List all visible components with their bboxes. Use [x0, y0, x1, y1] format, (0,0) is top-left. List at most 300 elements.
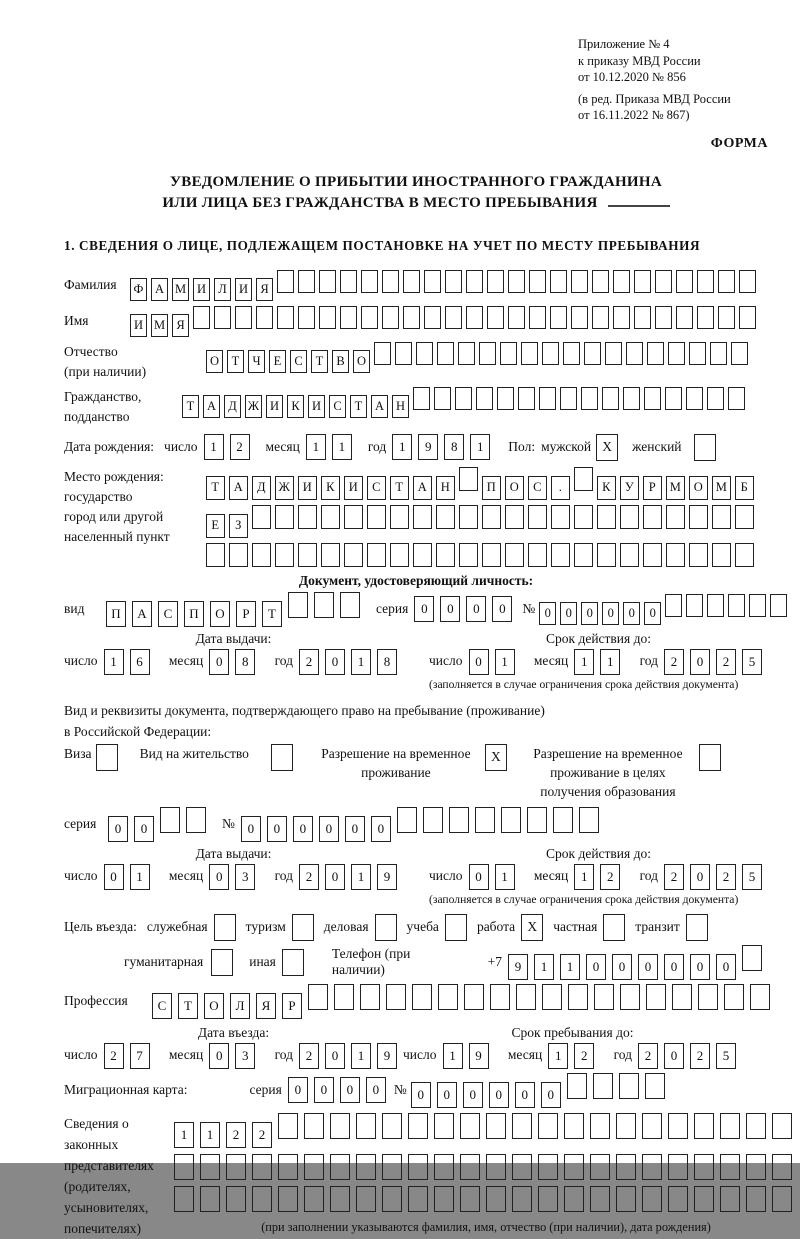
cell[interactable]: Е	[269, 350, 286, 373]
cell[interactable]	[390, 543, 409, 567]
cell[interactable]: 1	[574, 649, 594, 675]
surname-input[interactable]	[130, 270, 760, 301]
cell[interactable]	[160, 807, 180, 833]
temp-residence-checkbox[interactable]	[485, 744, 507, 771]
cell[interactable]: 1	[560, 954, 580, 980]
cell[interactable]	[314, 592, 334, 618]
cell[interactable]: 9	[508, 954, 528, 980]
cell[interactable]: 3	[235, 1043, 255, 1069]
cell[interactable]	[252, 505, 271, 529]
cell[interactable]	[330, 1113, 350, 1139]
cell[interactable]: Ч	[248, 350, 265, 373]
patronymic-input[interactable]	[206, 342, 752, 373]
cell[interactable]	[382, 1186, 402, 1212]
cell[interactable]	[403, 270, 420, 293]
cell[interactable]	[666, 505, 685, 529]
cell[interactable]	[643, 505, 662, 529]
purpose-tourism-checkbox[interactable]	[292, 914, 314, 941]
cell[interactable]	[564, 1154, 584, 1180]
cell[interactable]	[644, 387, 661, 410]
visa-checkbox[interactable]	[96, 744, 118, 771]
cell[interactable]	[720, 1186, 740, 1212]
cell[interactable]: 0	[104, 864, 124, 890]
cell[interactable]: 8	[377, 649, 397, 675]
cell[interactable]: Т	[311, 350, 328, 373]
cell[interactable]	[689, 505, 708, 529]
cell[interactable]	[686, 594, 703, 617]
cell[interactable]: П	[184, 601, 204, 627]
cell[interactable]: У	[620, 476, 639, 500]
cell[interactable]	[277, 270, 294, 293]
cell[interactable]	[340, 306, 357, 329]
cell[interactable]	[413, 505, 432, 529]
cell[interactable]	[735, 543, 754, 567]
cell[interactable]	[605, 342, 622, 365]
cell[interactable]	[479, 342, 496, 365]
cell[interactable]	[375, 914, 397, 941]
cell[interactable]	[319, 306, 336, 329]
cell[interactable]: 2	[104, 1043, 124, 1069]
entry-date-day[interactable]	[104, 1043, 156, 1069]
residence-doc-expiry-month[interactable]	[574, 864, 626, 890]
cell[interactable]	[282, 949, 304, 976]
cell[interactable]: Ж	[245, 395, 262, 418]
cell[interactable]	[437, 342, 454, 365]
cell[interactable]	[750, 984, 770, 1010]
cell[interactable]	[434, 1113, 454, 1139]
cell[interactable]	[486, 1186, 506, 1212]
cell[interactable]	[476, 387, 493, 410]
purpose-business-checkbox[interactable]	[375, 914, 397, 941]
cell[interactable]: 2	[252, 1122, 272, 1148]
cell[interactable]	[579, 807, 599, 833]
cell[interactable]	[512, 1186, 532, 1212]
cell[interactable]	[551, 543, 570, 567]
cell[interactable]	[672, 984, 692, 1010]
cell[interactable]: И	[266, 395, 283, 418]
cell[interactable]: 2	[226, 1122, 246, 1148]
cell[interactable]	[689, 342, 706, 365]
cell[interactable]	[256, 306, 273, 329]
cell[interactable]	[500, 342, 517, 365]
cell[interactable]: Л	[230, 993, 250, 1019]
purpose-private-checkbox[interactable]	[603, 914, 625, 941]
cell[interactable]: Д	[224, 395, 241, 418]
cell[interactable]: 2	[230, 434, 250, 460]
residence-permit-checkbox[interactable]	[271, 744, 293, 771]
cell[interactable]: 0	[541, 1082, 561, 1108]
cell[interactable]: X	[521, 914, 543, 941]
cell[interactable]: 2	[299, 649, 319, 675]
cell[interactable]	[665, 387, 682, 410]
cell[interactable]	[466, 270, 483, 293]
cell[interactable]	[712, 543, 731, 567]
cell[interactable]	[292, 914, 314, 941]
cell[interactable]	[728, 594, 745, 617]
cell[interactable]: 0	[209, 649, 229, 675]
cell[interactable]: А	[203, 395, 220, 418]
cell[interactable]	[772, 1154, 792, 1180]
cell[interactable]: 0	[586, 954, 606, 980]
identity-doc-issue-month[interactable]	[209, 649, 261, 675]
cell[interactable]: 1	[495, 864, 515, 890]
cell[interactable]	[330, 1186, 350, 1212]
cell[interactable]	[475, 807, 495, 833]
cell[interactable]	[434, 1186, 454, 1212]
cell[interactable]: Ж	[275, 476, 294, 500]
cell[interactable]: Т	[227, 350, 244, 373]
cell[interactable]	[386, 984, 406, 1010]
cell[interactable]	[647, 342, 664, 365]
cell[interactable]	[277, 306, 294, 329]
cell[interactable]: 0	[267, 816, 287, 842]
cell[interactable]: 0	[209, 864, 229, 890]
cell[interactable]: Р	[282, 993, 302, 1019]
cell[interactable]	[334, 984, 354, 1010]
cell[interactable]	[298, 505, 317, 529]
cell[interactable]: Е	[206, 514, 225, 538]
cell[interactable]: 5	[742, 864, 762, 890]
cell[interactable]: 0	[325, 1043, 345, 1069]
identity-doc-issue-day[interactable]	[104, 649, 156, 675]
cell[interactable]: 0	[539, 602, 556, 625]
identity-doc-expiry-month[interactable]	[574, 649, 626, 675]
cell[interactable]: 1	[332, 434, 352, 460]
cell[interactable]	[698, 984, 718, 1010]
cell[interactable]: 1	[534, 954, 554, 980]
cell[interactable]: 0	[515, 1082, 535, 1108]
migration-card-number-input[interactable]	[411, 1073, 671, 1108]
cell[interactable]	[560, 387, 577, 410]
cell[interactable]: 0	[371, 816, 391, 842]
cell[interactable]	[643, 543, 662, 567]
cell[interactable]	[436, 543, 455, 567]
identity-doc-kind-input[interactable]	[106, 592, 366, 627]
cell[interactable]	[642, 1113, 662, 1139]
cell[interactable]: Я	[172, 314, 189, 337]
cell[interactable]: 0	[466, 596, 486, 622]
cell[interactable]: 0	[644, 602, 661, 625]
cell[interactable]	[445, 914, 467, 941]
cell[interactable]	[597, 505, 616, 529]
cell[interactable]	[505, 543, 524, 567]
cell[interactable]	[642, 1154, 662, 1180]
cell[interactable]	[229, 543, 248, 567]
legal-reps-line-3[interactable]	[174, 1186, 798, 1212]
cell[interactable]	[551, 505, 570, 529]
cell[interactable]	[304, 1186, 324, 1212]
residence-doc-number-input[interactable]	[241, 807, 605, 842]
cell[interactable]	[694, 1154, 714, 1180]
cell[interactable]: О	[210, 601, 230, 627]
cell[interactable]	[574, 543, 593, 567]
cell[interactable]	[445, 306, 462, 329]
cell[interactable]	[710, 342, 727, 365]
cell[interactable]	[603, 914, 625, 941]
cell[interactable]	[739, 306, 756, 329]
cell[interactable]: 0	[325, 864, 345, 890]
cell[interactable]	[668, 342, 685, 365]
cell[interactable]	[330, 1154, 350, 1180]
cell[interactable]	[193, 306, 210, 329]
cell[interactable]	[455, 387, 472, 410]
purpose-work-checkbox[interactable]	[521, 914, 543, 941]
cell[interactable]: Т	[350, 395, 367, 418]
cell[interactable]	[626, 342, 643, 365]
cell[interactable]	[206, 543, 225, 567]
cell[interactable]	[699, 744, 721, 771]
cell[interactable]	[742, 945, 762, 971]
cell[interactable]	[620, 505, 639, 529]
cell[interactable]	[574, 467, 593, 491]
cell[interactable]: 5	[716, 1043, 736, 1069]
cell[interactable]	[694, 1113, 714, 1139]
cell[interactable]	[720, 1154, 740, 1180]
cell[interactable]: С	[158, 601, 178, 627]
cell[interactable]	[360, 984, 380, 1010]
cell[interactable]	[665, 594, 682, 617]
cell[interactable]: И	[308, 395, 325, 418]
birth-date-year-input[interactable]	[392, 434, 496, 460]
identity-doc-expiry-year[interactable]	[664, 649, 768, 675]
cell[interactable]	[424, 306, 441, 329]
cell[interactable]: .	[551, 476, 570, 500]
cell[interactable]	[746, 1154, 766, 1180]
cell[interactable]: 2	[600, 864, 620, 890]
cell[interactable]: 0	[340, 1077, 360, 1103]
cell[interactable]	[395, 342, 412, 365]
cell[interactable]	[460, 1186, 480, 1212]
cell[interactable]: X	[596, 434, 618, 461]
cell[interactable]	[252, 543, 271, 567]
cell[interactable]	[613, 306, 630, 329]
cell[interactable]	[298, 543, 317, 567]
cell[interactable]: А	[132, 601, 152, 627]
cell[interactable]: 0	[345, 816, 365, 842]
cell[interactable]	[697, 270, 714, 293]
cell[interactable]	[668, 1154, 688, 1180]
cell[interactable]: О	[353, 350, 370, 373]
cell[interactable]	[634, 306, 651, 329]
cell[interactable]: Л	[214, 278, 231, 301]
stay-until-month[interactable]	[548, 1043, 600, 1069]
cell[interactable]: 0	[437, 1082, 457, 1108]
cell[interactable]	[460, 1113, 480, 1139]
cell[interactable]	[308, 984, 328, 1010]
cell[interactable]: М	[712, 476, 731, 500]
cell[interactable]	[200, 1186, 220, 1212]
cell[interactable]: И	[193, 278, 210, 301]
cell[interactable]	[724, 984, 744, 1010]
cell[interactable]	[278, 1113, 298, 1139]
birth-date-month-input[interactable]	[306, 434, 358, 460]
cell[interactable]	[304, 1154, 324, 1180]
cell[interactable]	[590, 1154, 610, 1180]
cell[interactable]	[460, 1154, 480, 1180]
cell[interactable]	[361, 270, 378, 293]
cell[interactable]	[528, 543, 547, 567]
cell[interactable]	[616, 1154, 636, 1180]
cell[interactable]	[271, 744, 293, 771]
cell[interactable]	[613, 270, 630, 293]
cell[interactable]	[592, 306, 609, 329]
cell[interactable]: А	[151, 278, 168, 301]
cell[interactable]: З	[229, 514, 248, 538]
cell[interactable]	[464, 984, 484, 1010]
birth-date-day-input[interactable]	[204, 434, 256, 460]
cell[interactable]: Н	[392, 395, 409, 418]
cell[interactable]: В	[332, 350, 349, 373]
cell[interactable]	[211, 949, 233, 976]
cell[interactable]: 0	[602, 602, 619, 625]
profession-input[interactable]	[152, 984, 776, 1019]
cell[interactable]	[416, 342, 433, 365]
cell[interactable]	[731, 342, 748, 365]
cell[interactable]	[413, 387, 430, 410]
cell[interactable]	[676, 306, 693, 329]
cell[interactable]: 9	[377, 864, 397, 890]
cell[interactable]: 2	[716, 649, 736, 675]
cell[interactable]	[340, 270, 357, 293]
residence-doc-issue-day[interactable]	[104, 864, 156, 890]
cell[interactable]	[712, 505, 731, 529]
residence-doc-series-input[interactable]	[108, 807, 212, 842]
cell[interactable]	[772, 1113, 792, 1139]
cell[interactable]: Н	[436, 476, 455, 500]
cell[interactable]: 0	[581, 602, 598, 625]
cell[interactable]	[539, 387, 556, 410]
cell[interactable]: С	[329, 395, 346, 418]
cell[interactable]	[718, 270, 735, 293]
cell[interactable]	[516, 984, 536, 1010]
cell[interactable]	[538, 1154, 558, 1180]
cell[interactable]: 1	[443, 1043, 463, 1069]
cell[interactable]	[319, 270, 336, 293]
cell[interactable]: 7	[130, 1043, 150, 1069]
cell[interactable]: 1	[600, 649, 620, 675]
cell[interactable]: 8	[235, 649, 255, 675]
cell[interactable]: С	[290, 350, 307, 373]
cell[interactable]	[527, 807, 547, 833]
cell[interactable]	[436, 505, 455, 529]
cell[interactable]	[676, 270, 693, 293]
cell[interactable]	[528, 505, 547, 529]
cell[interactable]	[749, 594, 766, 617]
cell[interactable]: Т	[178, 993, 198, 1019]
cell[interactable]	[770, 594, 787, 617]
cell[interactable]	[408, 1113, 428, 1139]
cell[interactable]: 2	[574, 1043, 594, 1069]
cell[interactable]	[694, 1186, 714, 1212]
cell[interactable]	[487, 306, 504, 329]
cell[interactable]: 2	[664, 649, 684, 675]
cell[interactable]: 1	[204, 434, 224, 460]
cell[interactable]	[382, 270, 399, 293]
cell[interactable]	[412, 984, 432, 1010]
cell[interactable]: К	[287, 395, 304, 418]
cell[interactable]	[512, 1154, 532, 1180]
cell[interactable]	[344, 543, 363, 567]
purpose-official-checkbox[interactable]	[214, 914, 236, 941]
cell[interactable]: О	[689, 476, 708, 500]
cell[interactable]	[505, 505, 524, 529]
cell[interactable]	[275, 543, 294, 567]
cell[interactable]	[367, 505, 386, 529]
cell[interactable]	[655, 270, 672, 293]
cell[interactable]: 3	[235, 864, 255, 890]
cell[interactable]	[374, 342, 391, 365]
cell[interactable]: Ф	[130, 278, 147, 301]
cell[interactable]	[518, 387, 535, 410]
cell[interactable]	[298, 270, 315, 293]
cell[interactable]: 0	[319, 816, 339, 842]
cell[interactable]: 2	[690, 1043, 710, 1069]
cell[interactable]	[403, 306, 420, 329]
cell[interactable]: 0	[134, 816, 154, 842]
cell[interactable]: 1	[174, 1122, 194, 1148]
cell[interactable]	[728, 387, 745, 410]
residence-doc-expiry-year[interactable]	[664, 864, 768, 890]
purpose-other-checkbox[interactable]	[282, 949, 304, 976]
cell[interactable]: X	[485, 744, 507, 771]
purpose-transit-checkbox[interactable]	[686, 914, 708, 941]
cell[interactable]: Д	[252, 476, 271, 500]
cell[interactable]	[390, 505, 409, 529]
identity-doc-expiry-day[interactable]	[469, 649, 521, 675]
cell[interactable]	[408, 1154, 428, 1180]
cell[interactable]	[584, 342, 601, 365]
cell[interactable]: 1	[306, 434, 326, 460]
temp-residence-edu-checkbox[interactable]	[699, 744, 721, 771]
cell[interactable]	[550, 270, 567, 293]
cell[interactable]	[739, 270, 756, 293]
cell[interactable]: 0	[325, 649, 345, 675]
birth-place-line-3[interactable]	[206, 543, 758, 567]
cell[interactable]	[620, 984, 640, 1010]
cell[interactable]	[538, 1186, 558, 1212]
cell[interactable]: С	[367, 476, 386, 500]
cell[interactable]: Т	[182, 395, 199, 418]
cell[interactable]	[226, 1186, 246, 1212]
cell[interactable]	[382, 1154, 402, 1180]
cell[interactable]	[486, 1113, 506, 1139]
cell[interactable]	[597, 543, 616, 567]
cell[interactable]: 0	[716, 954, 736, 980]
birth-place-line-1[interactable]	[206, 467, 758, 500]
cell[interactable]: 2	[299, 1043, 319, 1069]
cell[interactable]	[367, 543, 386, 567]
cell[interactable]	[278, 1154, 298, 1180]
cell[interactable]: 0	[366, 1077, 386, 1103]
cell[interactable]	[508, 306, 525, 329]
cell[interactable]: И	[344, 476, 363, 500]
legal-reps-line-2[interactable]	[174, 1154, 798, 1180]
cell[interactable]	[356, 1186, 376, 1212]
cell[interactable]: А	[413, 476, 432, 500]
cell[interactable]: И	[235, 278, 252, 301]
cell[interactable]: 6	[130, 649, 150, 675]
cell[interactable]	[487, 270, 504, 293]
cell[interactable]	[707, 387, 724, 410]
cell[interactable]	[458, 342, 475, 365]
cell[interactable]	[382, 1113, 402, 1139]
birth-place-line-2[interactable]	[206, 505, 758, 538]
cell[interactable]	[382, 306, 399, 329]
cell[interactable]	[521, 342, 538, 365]
cell[interactable]: 0	[623, 602, 640, 625]
cell[interactable]	[235, 306, 252, 329]
cell[interactable]	[186, 807, 206, 833]
